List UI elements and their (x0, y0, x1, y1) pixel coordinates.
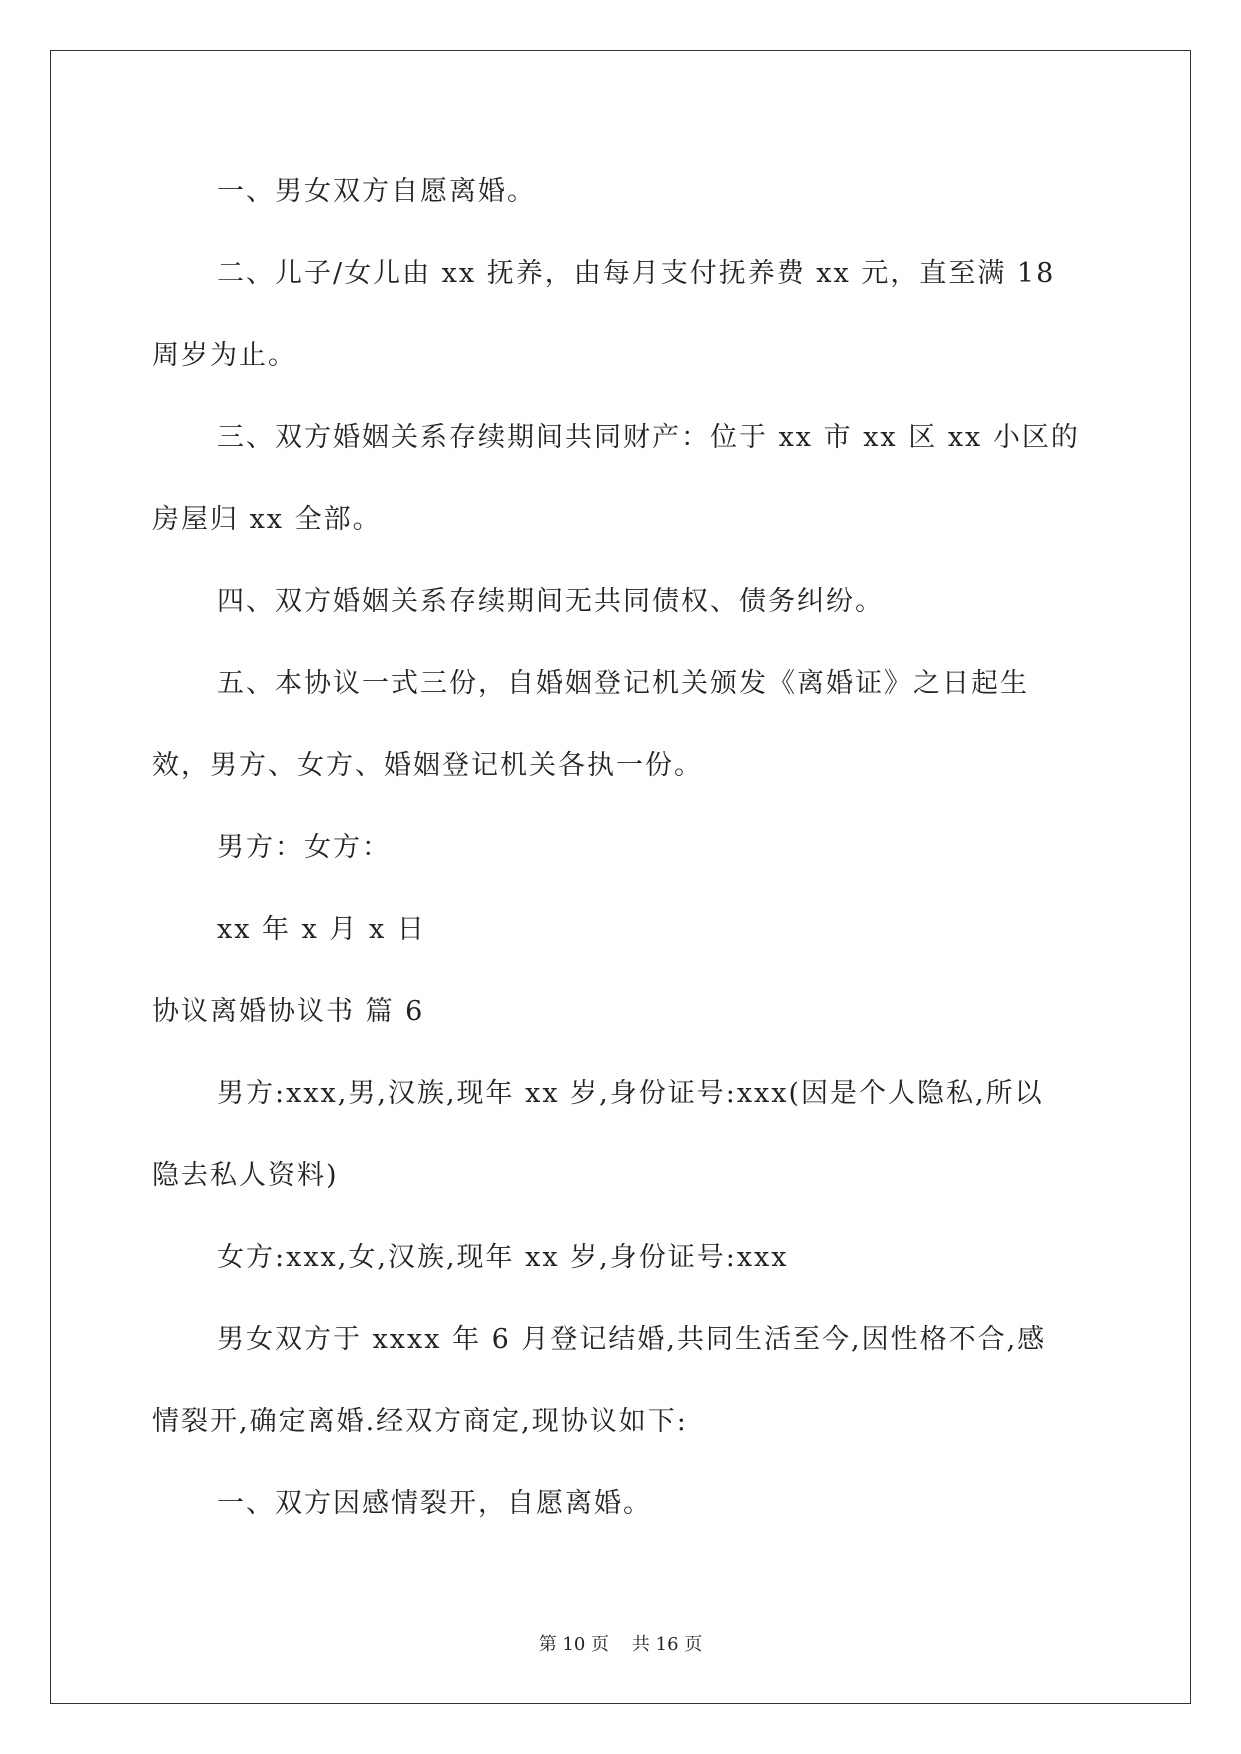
section-heading: 协议离婚协议书 篇 6 (152, 996, 425, 1027)
clause-3: 三、双方婚姻关系存续期间共同财产：位于 xx 市 xx 区 xx 小区的 (217, 422, 1080, 453)
signature-line: 男方：女方： (217, 832, 391, 863)
clause-5-cont: 效，男方、女方、婚姻登记机关各执一份。 (152, 750, 703, 781)
clause-2-cont: 周岁为止。 (152, 340, 297, 371)
clause-3-cont: 房屋归 xx 全部。 (152, 504, 382, 535)
clause-1: 一、男女双方自愿离婚。 (217, 176, 536, 207)
clause-4: 四、双方婚姻关系存续期间无共同债权、债务纠纷。 (217, 586, 884, 617)
party-male-cont: 隐去私人资料) (152, 1160, 339, 1191)
clause-1-new: 一、双方因感情裂开，自愿离婚。 (217, 1488, 652, 1519)
party-male: 男方:xxx,男,汉族,现年 xx 岁,身份证号:xxx(因是个人隐私,所以 (217, 1078, 1044, 1109)
page-number: 第 10 页 共 16 页 (538, 1634, 703, 1655)
date-line: xx 年 x 月 x 日 (217, 914, 426, 945)
preamble: 男女双方于 xxxx 年 6 月登记结婚,共同生活至今,因性格不合,感 (217, 1324, 1047, 1355)
preamble-cont: 情裂开,确定离婚.经双方商定,现协议如下: (152, 1406, 688, 1437)
clause-5: 五、本协议一式三份，自婚姻登记机关颁发《离婚证》之日起生 (217, 668, 1029, 699)
page-border (50, 50, 1191, 1704)
party-female: 女方:xxx,女,汉族,现年 xx 岁,身份证号:xxx (217, 1242, 789, 1273)
clause-2: 二、儿子/女儿由 xx 抚养，由每月支付抚养费 xx 元，直至满 18 (217, 258, 1056, 289)
